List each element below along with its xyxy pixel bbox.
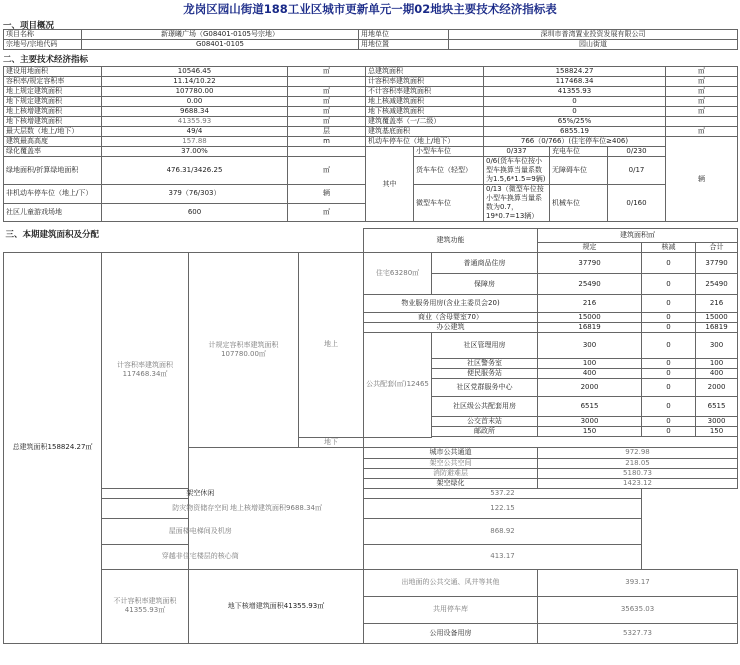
- under-row-name: 共用停车库: [364, 596, 538, 623]
- parking-unit: 辆: [666, 137, 738, 222]
- tech-unit: [288, 77, 366, 87]
- row-mech: 0: [642, 369, 696, 379]
- row-plan: 2000: [538, 379, 642, 397]
- core-row-name: 城市公共通道: [364, 447, 538, 458]
- parking-sub-label: 无障碍车位: [550, 157, 608, 185]
- core-row-name: 防灾物资储存空间: [102, 498, 299, 518]
- row-name: 邮政所: [432, 427, 538, 437]
- tech-label: 建筑最高高度: [4, 137, 102, 147]
- row-plan: 400: [538, 369, 642, 379]
- core-row-name: 穿越非住宅楼层的核心筒: [102, 544, 299, 569]
- under-row-name: 公用设备用房: [364, 623, 538, 643]
- overview-value: G08401-0105: [82, 40, 359, 50]
- public-label: 公共配套(㎡)12465: [364, 333, 432, 438]
- row-name: 社区警务室: [432, 359, 538, 369]
- tech-value: 157.88: [102, 137, 288, 147]
- spacer: [364, 437, 738, 447]
- tech-value: 0: [484, 97, 666, 107]
- tech-value: 158824.27: [484, 67, 666, 77]
- row-name: 办公建筑: [364, 323, 538, 333]
- tech-value: 9688.34: [102, 107, 288, 117]
- core-row-value: 972.98: [538, 447, 738, 458]
- overview-value: 园山街道: [449, 40, 738, 50]
- above-ground-label: 地上: [299, 253, 364, 438]
- row-total: 216: [696, 295, 738, 313]
- row-mech: 0: [642, 323, 696, 333]
- tech-value: 65%/25%: [484, 117, 666, 127]
- under-row-name: 出地面的公共交通、风井等其他: [364, 569, 538, 596]
- row-plan: 37790: [538, 253, 642, 274]
- row-plan: 150: [538, 427, 642, 437]
- core-row-name: 架空绿化: [364, 478, 538, 488]
- overview-value: 深圳市普湾置业投资发展有限公司: [449, 30, 738, 40]
- tech-unit: ㎡: [666, 97, 738, 107]
- tech-label: 地上核减建筑面积: [366, 97, 484, 107]
- row-total: 16819: [696, 323, 738, 333]
- tech-label: 容积率/规定容积率: [4, 77, 102, 87]
- row-name: 社区管理用房: [432, 333, 538, 359]
- col-function: 建筑功能: [364, 229, 538, 253]
- tech-unit: ㎡: [666, 87, 738, 97]
- allocation-table: [3, 228, 738, 644]
- parking-sub-value: 0/160: [608, 185, 666, 222]
- core-row-value: 218.05: [538, 458, 738, 468]
- tech-value: 37.00%: [102, 147, 288, 157]
- row-mech: 0: [642, 274, 696, 295]
- tech-unit: ㎡: [288, 67, 366, 77]
- section-1-title: 一、项目概况: [3, 21, 55, 31]
- row-name: 公交首末站: [432, 417, 538, 427]
- row-total: 100: [696, 359, 738, 369]
- parking-sub-label: 充电车位: [550, 147, 608, 157]
- row-plan: 100: [538, 359, 642, 369]
- row-plan: 300: [538, 333, 642, 359]
- tech-unit: ㎡: [288, 87, 366, 97]
- tech-label: 计容积率建筑面积: [366, 77, 484, 87]
- tech-label: 非机动车停车位（地上/下）: [4, 185, 102, 204]
- tech-label: 社区儿童游戏场地: [4, 203, 102, 222]
- tech-table: [3, 66, 738, 222]
- tech-label: 地上核增建筑面积: [4, 107, 102, 117]
- row-mech: 0: [642, 359, 696, 369]
- overview-table: [3, 29, 738, 50]
- row-total: 150: [696, 427, 738, 437]
- spacer: [4, 243, 364, 253]
- col-area: 建筑面积㎡: [538, 229, 738, 243]
- row-mech: 0: [642, 295, 696, 313]
- residential-label: 住宅63280㎡: [364, 253, 432, 295]
- tech-unit: ㎡: [666, 127, 738, 137]
- tech-value: 6855.19: [484, 127, 666, 137]
- underground-increase-label: 地下核增建筑面积41355.93㎡: [189, 569, 364, 643]
- tech-label: 地下核增建筑面积: [4, 117, 102, 127]
- row-mech: 0: [642, 397, 696, 417]
- sheet-title: 龙岗区园山街道188工业区城市更新单元一期02地块主要技术经济指标表: [183, 2, 557, 16]
- row-total: 25490: [696, 274, 738, 295]
- row-plan: 3000: [538, 417, 642, 427]
- core-row-value: 1423.12: [538, 478, 738, 488]
- tech-unit: ㎡: [666, 67, 738, 77]
- tech-value: 379（76/303）: [102, 185, 288, 204]
- row-name: 保障房: [432, 274, 538, 295]
- tech-value: 476.31/3426.25: [102, 157, 288, 185]
- row-plan: 216: [538, 295, 642, 313]
- col-plan: 规定: [538, 243, 642, 253]
- row-total: 400: [696, 369, 738, 379]
- col-total: 合计: [696, 243, 738, 253]
- parking-sub-value: 0/17: [608, 157, 666, 185]
- tech-value: 41355.93: [102, 117, 288, 127]
- tech-unit: ㎡: [288, 203, 366, 222]
- tech-unit: m: [288, 137, 366, 147]
- tech-unit: ㎡: [288, 97, 366, 107]
- core-increase-label: 地上核增建筑面积9688.34㎡: [189, 447, 364, 569]
- row-name: 普通商品住房: [432, 253, 538, 274]
- tech-value: 41355.93: [484, 87, 666, 97]
- tech-label: 绿地面积/折算绿地面积: [4, 157, 102, 185]
- row-name: 便民服务站: [432, 369, 538, 379]
- tech-label: 总建筑面积: [366, 67, 484, 77]
- tech-label: 建筑基底面积: [366, 127, 484, 137]
- tech-unit: 辆: [288, 185, 366, 204]
- core-row-value: 413.17: [364, 544, 642, 569]
- overview-label: 用地单位: [359, 30, 449, 40]
- tech-value: 0.00: [102, 97, 288, 107]
- core-row-value: 537.22: [364, 488, 642, 498]
- row-name: 商业（含母婴室70）: [364, 313, 538, 323]
- under-row-value: 393.17: [538, 569, 738, 596]
- overview-label: 宗地号/宗地代码: [4, 40, 82, 50]
- tech-label: 最大层数（地上/地下）: [4, 127, 102, 137]
- core-row-value: 868.92: [364, 518, 642, 544]
- tech-unit: ㎡: [666, 107, 738, 117]
- tech-label: 不计容积率建筑面积: [366, 87, 484, 97]
- row-mech: 0: [642, 313, 696, 323]
- core-row-name: 消防避难层: [364, 468, 538, 478]
- core-row-name: 屋面楼电梯间及机房: [102, 518, 299, 544]
- row-total: 300: [696, 333, 738, 359]
- tech-value: 10546.45: [102, 67, 288, 77]
- parking-sub-value: 0/13（微型车位按小型车换算当量系数为0.7，19*0.7=13辆）: [484, 185, 550, 222]
- parking-sub-label: 货车车位（轻型）: [414, 157, 484, 185]
- parking-sub-value: 0/230: [608, 147, 666, 157]
- row-mech: 0: [642, 417, 696, 427]
- non-count-label: 不计容积率建筑面积41355.93㎡: [102, 569, 189, 643]
- tech-unit: ㎡: [666, 77, 738, 87]
- parking-value: 766（0/766）(住宅停车位≥406): [484, 137, 666, 147]
- parking-sub-value: 0/337: [484, 147, 550, 157]
- plan-area-label: 计规定容积率建筑面积107780.00㎡: [189, 253, 299, 448]
- under-row-value: 5327.73: [538, 623, 738, 643]
- count-area-label: 计容积率建筑面积117468.34㎡: [102, 253, 189, 489]
- row-plan: 15000: [538, 313, 642, 323]
- core-row-name: 架空公共空间: [364, 458, 538, 468]
- tech-unit: ㎡: [288, 157, 366, 185]
- row-name: 社区党群服务中心: [432, 379, 538, 397]
- tech-value: 107780.00: [102, 87, 288, 97]
- tech-label: 地下规定建筑面积: [4, 97, 102, 107]
- tech-unit: [666, 117, 738, 127]
- parking-group-label: 其中: [366, 147, 414, 222]
- tech-unit: ㎡: [288, 117, 366, 127]
- row-total: 6515: [696, 397, 738, 417]
- tech-unit: 层: [288, 127, 366, 137]
- tech-unit: [288, 147, 366, 157]
- overview-label: 用地位置: [359, 40, 449, 50]
- row-mech: 0: [642, 253, 696, 274]
- col-mech: 核减: [642, 243, 696, 253]
- row-name: 社区级公共配套用房: [432, 397, 538, 417]
- row-plan: 16819: [538, 323, 642, 333]
- core-row-value: 122.15: [364, 498, 642, 518]
- under-row-value: 35635.03: [538, 596, 738, 623]
- parking-sub-label: 机械车位: [550, 185, 608, 222]
- tech-label: 建筑覆盖率（一/二级）: [366, 117, 484, 127]
- tech-value: 49/4: [102, 127, 288, 137]
- tech-unit: ㎡: [288, 107, 366, 117]
- row-total: 37790: [696, 253, 738, 274]
- below-ground-label: 地下: [299, 437, 364, 447]
- row-plan: 25490: [538, 274, 642, 295]
- row-mech: 0: [642, 379, 696, 397]
- parking-sub-label: 微型车车位: [414, 185, 484, 222]
- core-row-name: 架空休闲: [102, 488, 299, 498]
- core-row-value: 5180.73: [538, 468, 738, 478]
- row-total: 2000: [696, 379, 738, 397]
- parking-sub-label: 小型车车位: [414, 147, 484, 157]
- row-mech: 0: [642, 427, 696, 437]
- section-3-title: 三、本期建筑面积及分配: [5, 230, 100, 240]
- tech-value: 600: [102, 203, 288, 222]
- tech-label: 绿化覆盖率: [4, 147, 102, 157]
- total-area-label: 总建筑面积158824.27㎡: [4, 253, 102, 644]
- row-name: 物业服务用房(含业主委员会20): [364, 295, 538, 313]
- tech-value: 0: [484, 107, 666, 117]
- row-total: 15000: [696, 313, 738, 323]
- row-mech: 0: [642, 333, 696, 359]
- tech-label: 地下核减建筑面积: [366, 107, 484, 117]
- row-total: 3000: [696, 417, 738, 427]
- tech-value: 117468.34: [484, 77, 666, 87]
- tech-label: 建设用地面积: [4, 67, 102, 77]
- parking-label: 机动车停车位（地上/地下）: [366, 137, 484, 147]
- parking-sub-value: 0/6(货车车位按小型车换算当量系数为1.5,6*1.5=9辆): [484, 157, 550, 185]
- tech-label: 地上规定建筑面积: [4, 87, 102, 97]
- section-2-title: 二、主要技术经济指标: [3, 55, 89, 65]
- overview-label: 项目名称: [4, 30, 82, 40]
- overview-value: 新璟曦广场（G08401-0105号宗地）: [82, 30, 359, 40]
- row-plan: 6515: [538, 397, 642, 417]
- tech-value: 11.14/10.22: [102, 77, 288, 87]
